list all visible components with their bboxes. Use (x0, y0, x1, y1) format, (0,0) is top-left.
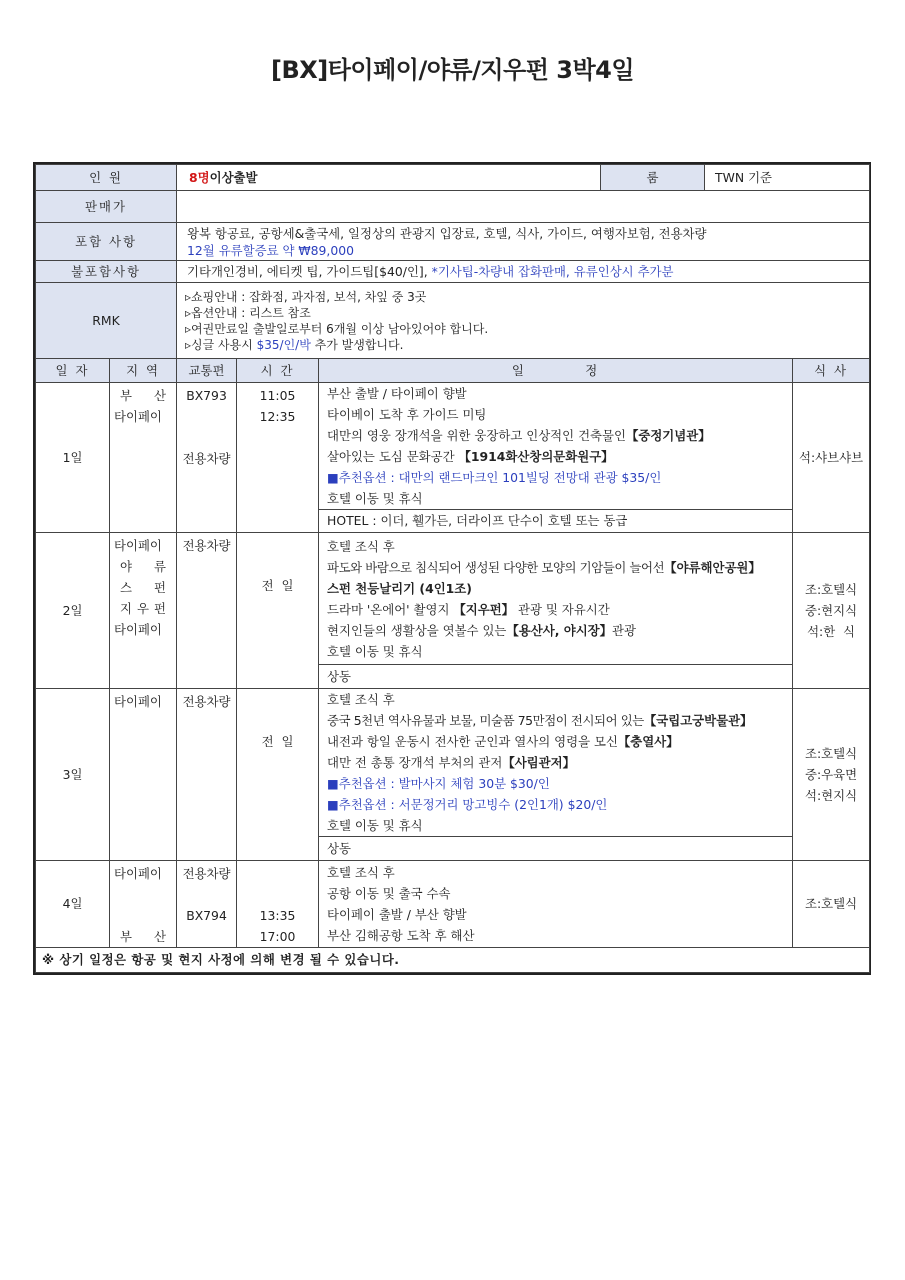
day1-hotel: HOTEL : 이더, 휄가든, 더라이프 단수이 호텔 또는 동급 (319, 510, 793, 533)
day1-chiang-kai-shek-hall: 【중정기념관】 (625, 428, 711, 443)
fuel-surcharge: 유류할증료 약 ₩89,000 (218, 242, 355, 258)
day2-transport (177, 533, 237, 689)
rmk-single (185, 337, 865, 353)
include-month: 12월 (187, 242, 219, 258)
day3-shilin-residence: 【사림관저】 (502, 755, 575, 770)
day2-time (237, 533, 319, 689)
day4-region (110, 861, 177, 948)
day1-vehicle: 전용차량 (182, 451, 231, 466)
day4-meal: 조:호텔식 (793, 861, 870, 948)
footer-row (36, 948, 870, 973)
page-title: [BX]타이페이/야류/지우펀 3박4일 (270, 56, 635, 84)
day2-row (36, 533, 870, 665)
day4-schedule (319, 861, 793, 948)
header-meal: 식 사 (793, 359, 870, 383)
day1-time-depart: 11:05 (259, 388, 296, 403)
day3-dinner: 석:현지식 (805, 788, 858, 803)
day2-dinner: 석:한 식 (807, 624, 856, 639)
exclude-note: *기사팁-차량내 잡화판매, 유류인상시 추가분 (431, 263, 674, 279)
day2-hotel: 상동 (319, 665, 793, 689)
day2-line2: 파도와 바람으로 침식되어 생성된 다양한 모양의 기암들이 늘어선【야류해안공원】 (327, 559, 761, 575)
day4-transport (177, 861, 237, 948)
header-time: 시 간 (237, 359, 319, 383)
day3-line4: 대만 전 총통 장개석 부처의 관저【사림관저】 (327, 755, 575, 770)
day3-time-text: 전 일 (261, 734, 294, 749)
price-label: 판매가 (36, 191, 177, 223)
day4-time-arrive: 17:00 (259, 929, 296, 944)
day2-region-1: 타이페이 (114, 538, 162, 553)
day1-label: 1일 (36, 383, 110, 533)
day2-line5: 현지인들의 생활상을 엿볼수 있는【용산사, 야시장】관광 (327, 622, 636, 638)
people-count: 8명 (189, 169, 210, 185)
day4-line2: 공항 이동 및 출국 수속 (327, 886, 451, 901)
day3-martyrs-shrine: 【충열사】 (617, 734, 679, 749)
day2-line4: 드라마 '온에어' 촬영지 【지우펀】 관광 및 자유시간 (327, 601, 610, 617)
day2-schedule (319, 533, 793, 665)
day3-breakfast: 조:호텔식 (805, 746, 858, 761)
header-transport: 교통편 (177, 359, 237, 383)
day1-region (110, 383, 177, 533)
price-row (36, 191, 870, 223)
day3-region-taipei: 타이페이 (114, 694, 162, 709)
include-line1: 왕복 항공료, 공항세&출국세, 일정상의 관광지 입장료, 호텔, 식사, 가이드, 여행자보험, 전용차량 (187, 225, 707, 241)
day2-lantern: 스펀 천등날리기 (4인1조) (327, 580, 472, 596)
day1-line1: 부산 출발 / 타이페이 향발 (327, 386, 467, 401)
day3-vehicle: 전용차량 (182, 694, 231, 709)
day1-flight: BX793 (186, 388, 227, 403)
day2-line1: 호텔 조식 후 (327, 538, 395, 554)
include-line2 (187, 242, 865, 259)
rmk-label: RMK (36, 283, 177, 359)
day2-region-5: 타이페이 (114, 622, 162, 637)
rmk-row (36, 283, 870, 359)
day3-line2: 중국 5천년 역사유물과 보물, 미술품 75만점이 전시되어 있는【국립고궁박물관】 (327, 713, 753, 728)
day1-schedule (319, 383, 793, 510)
day2-line6: 호텔 이동 및 휴식 (327, 643, 423, 659)
day2-region-2: 야 류 (120, 559, 167, 574)
day1-time (237, 383, 319, 533)
day3-region (110, 689, 177, 861)
day2-longshan: 【용산사, 야시장】 (506, 622, 613, 638)
itinerary-grid (33, 162, 871, 975)
header-day: 일 자 (36, 359, 110, 383)
day4-time-depart: 13:35 (259, 908, 296, 923)
day3-line7: 호텔 이동 및 휴식 (327, 818, 423, 833)
schedule-header-row (36, 359, 870, 383)
day1-region-busan: 부 산 (120, 388, 167, 403)
day3-transport (177, 689, 237, 861)
day3-time (237, 689, 319, 861)
day2-meal (793, 533, 870, 689)
schedule-table (35, 164, 870, 973)
day3-option-mango: ■추천옵션 : 서문정거리 망고빙수 (2인1개) $20/인 (327, 797, 608, 812)
day1-row (36, 383, 870, 510)
day3-schedule (319, 689, 793, 837)
day3-label: 3일 (36, 689, 110, 861)
day1-line3: 대만의 영웅 장개석을 위한 웅장하고 인상적인 건축물인【중정기념관】 (327, 428, 711, 443)
day1-meal: 석:샤브샤브 (793, 383, 870, 533)
price-value (177, 191, 870, 223)
day2-jiufen: 【지우펀】 (453, 601, 515, 617)
day1-line6: 호텔 이동 및 휴식 (327, 491, 423, 506)
day2-yehliu: 【야류해안공원】 (664, 559, 761, 575)
rmk-passport: ▹여권만료일 출발일로부터 6개월 이상 남아있어야 합니다. (185, 321, 489, 336)
day1-option: ■추천옵션 : 대만의 랜드마크인 101빌딩 전망대 관광 $35/인 (327, 470, 662, 485)
day4-flight: BX794 (186, 908, 227, 923)
people-row (36, 165, 870, 191)
room-label: 룸 (601, 165, 705, 191)
day1-region-taipei: 타이페이 (114, 409, 162, 424)
day1-transport (177, 383, 237, 533)
rmk-option: ▹옵션안내 : 리스트 참조 (185, 305, 311, 320)
day4-row (36, 861, 870, 948)
include-cell (177, 223, 870, 261)
exclude-cell (177, 261, 870, 283)
day4-region-busan: 부 산 (120, 929, 167, 944)
rmk-shopping: ▹쇼핑안내 : 잡화점, 과자점, 보석, 차잎 중 3곳 (185, 289, 427, 304)
rmk-single-a: ▹싱글 사용시 (185, 337, 257, 352)
rmk-single-price: $35/인/박 (256, 337, 311, 352)
footer-note: ※ 상기 일정은 항공 및 현지 사정에 의해 변경 될 수 있습니다. (36, 948, 870, 973)
day4-label: 4일 (36, 861, 110, 948)
day2-region-4: 지 우 펀 (120, 601, 167, 616)
rmk-cell (177, 283, 870, 359)
day3-meal (793, 689, 870, 861)
day3-hotel: 상동 (319, 837, 793, 861)
rmk-single-c: 추가 발생합니다. (310, 337, 404, 352)
day2-vehicle: 전용차량 (182, 538, 231, 553)
people-cell (177, 165, 601, 191)
include-label: 포함 사항 (36, 223, 177, 261)
day4-line4: 부산 김해공항 도착 후 해산 (327, 928, 475, 943)
people-suffix: 이상출발 (209, 169, 258, 185)
day2-region-3: 스 펀 (120, 580, 167, 595)
header-schedule: 일 정 (319, 359, 793, 383)
day4-line3: 타이페이 출발 / 부산 향발 (327, 907, 467, 922)
day3-option-massage: ■추천옵션 : 발마사지 체험 30분 $30/인 (327, 776, 550, 791)
day2-label: 2일 (36, 533, 110, 689)
include-row (36, 223, 870, 261)
day4-line1: 호텔 조식 후 (327, 865, 395, 880)
people-label: 인 원 (36, 165, 177, 191)
room-value: TWN 기준 (705, 165, 870, 191)
day1-time-arrive: 12:35 (259, 409, 296, 424)
day1-line2: 타이베이 도착 후 가이드 미팅 (327, 407, 487, 422)
exclude-text: 기타개인경비, 에티켓 팁, 가이드팁[$40/인], (187, 263, 432, 279)
day3-lunch: 중:우육면 (805, 767, 858, 782)
day2-lunch: 중:현지식 (805, 603, 858, 618)
day1-line4: 살아있는 도심 문화공간 【1914화산창의문화원구】 (327, 449, 614, 464)
day2-region (110, 533, 177, 689)
day3-line1: 호텔 조식 후 (327, 692, 395, 707)
day4-vehicle: 전용차량 (182, 866, 231, 881)
day4-time (237, 861, 319, 948)
day3-line3: 내전과 항일 운동시 전사한 군인과 열사의 영령을 모신【충열사】 (327, 734, 679, 749)
exclude-label: 불포함사항 (36, 261, 177, 283)
day3-palace-museum: 【국립고궁박물관】 (643, 713, 753, 728)
day4-region-taipei: 타이페이 (114, 866, 162, 881)
header-region: 지 역 (110, 359, 177, 383)
day1-huashan: 【1914화산창의문화원구】 (458, 449, 614, 464)
day3-row (36, 689, 870, 837)
exclude-row (36, 261, 870, 283)
day2-breakfast: 조:호텔식 (805, 582, 858, 597)
day2-time-text: 전 일 (261, 578, 294, 593)
